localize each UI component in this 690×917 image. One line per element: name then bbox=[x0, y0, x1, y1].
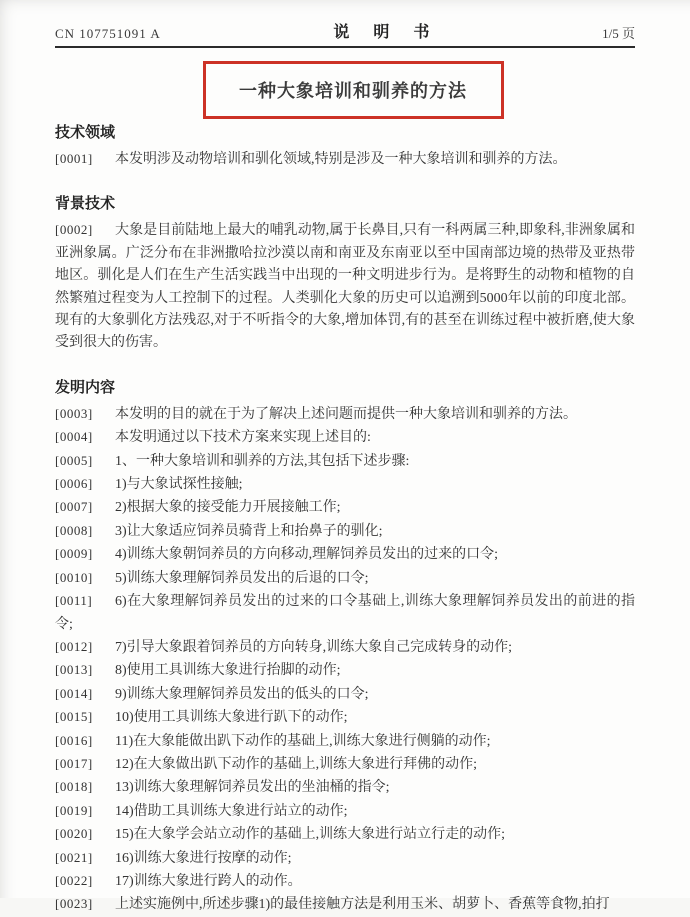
paragraph-number: [0007] bbox=[55, 499, 93, 515]
numbered-paragraph bbox=[55, 823, 635, 846]
document-number: CN 107751091 A bbox=[55, 26, 161, 41]
paragraph-number: [0002] bbox=[55, 222, 93, 238]
paragraph-text: 11)在大象能做出趴下动作的基础上,训练大象进行侧躺的动作; bbox=[115, 733, 491, 749]
numbered-paragraph bbox=[55, 753, 635, 776]
numbered-paragraph bbox=[55, 543, 635, 566]
paragraph-text: 本发明涉及动物培训和驯化领域,特别是涉及一种大象培训和驯养的方法。 bbox=[115, 152, 567, 167]
paragraph-number: [0005] bbox=[55, 452, 93, 468]
paragraph-number: [0022] bbox=[55, 872, 93, 888]
page-number: 1/5 页 bbox=[602, 26, 635, 41]
paragraph-text: 3)让大象适应饲养员骑背上和抬鼻子的驯化; bbox=[115, 523, 383, 539]
paragraph-number: [0003] bbox=[55, 405, 93, 421]
paragraph-text: 15)在大象学会站立动作的基础上,训练大象进行站立行走的动作; bbox=[115, 827, 506, 843]
paragraph-number: [0008] bbox=[55, 522, 93, 538]
paragraph-number: [0019] bbox=[55, 802, 93, 818]
paragraph-text: 17)训练大象进行跨人的动作。 bbox=[115, 873, 302, 889]
paragraph-number: [0015] bbox=[55, 709, 93, 725]
paragraph-text: 6)在大象理解饲养员发出的过来的口令基础上,训练大象理解饲养员发出的前进的指令; bbox=[55, 594, 635, 632]
paragraph-text: 8)使用工具训练大象进行抬脚的动作; bbox=[115, 663, 341, 679]
paragraph-text: 1)与大象试探性接触; bbox=[115, 477, 243, 493]
paragraph-text: 上述实施例中,所述步骤1)的最佳接触方法是利用玉米、胡萝卜、香蕉等食物,拍打 bbox=[115, 897, 610, 913]
numbered-paragraph bbox=[55, 567, 635, 590]
paragraph-text: 14)借助工具训练大象进行站立的动作; bbox=[115, 803, 348, 819]
numbered-paragraph bbox=[55, 683, 635, 706]
section-heading: 发明内容 bbox=[55, 379, 116, 396]
paragraph-text: 10)使用工具训练大象进行趴下的动作; bbox=[115, 710, 348, 726]
paragraph-text: 9)训练大象理解饲养员发出的低头的口令; bbox=[115, 686, 369, 702]
paragraph-text: 本发明通过以下技术方案来实现上述目的: bbox=[115, 430, 371, 446]
numbered-paragraph bbox=[55, 590, 635, 636]
document-type-label: 说 明 书 bbox=[333, 24, 440, 41]
invention-title: 一种大象培训和驯养的方法 bbox=[239, 81, 467, 101]
paragraph-number: [0001] bbox=[55, 151, 93, 166]
paragraph-number: [0011] bbox=[55, 593, 93, 609]
paragraph-text: 7)引导大象跟着饲养员的方向转身,训练大象自己完成转身的动作; bbox=[115, 639, 513, 655]
numbered-paragraph bbox=[55, 148, 635, 171]
document-section bbox=[55, 195, 635, 354]
paragraph-number: [0014] bbox=[55, 685, 93, 701]
paragraph-number: [0009] bbox=[55, 546, 93, 562]
paragraph-number: [0020] bbox=[55, 826, 93, 842]
paragraph-number: [0023] bbox=[55, 896, 93, 912]
title-highlight-box bbox=[203, 61, 504, 119]
paragraph-number: [0010] bbox=[55, 569, 93, 585]
numbered-paragraph bbox=[55, 847, 635, 870]
numbered-paragraph bbox=[55, 659, 635, 682]
numbered-paragraph bbox=[55, 730, 635, 753]
paragraph-number: [0016] bbox=[55, 732, 93, 748]
numbered-paragraph bbox=[55, 450, 635, 473]
title-row bbox=[55, 61, 635, 119]
paragraph-text: 12)在大象做出趴下动作的基础上,训练大象进行拜佛的动作; bbox=[115, 756, 478, 772]
paragraph-text: 2)根据大象的接受能力开展接触工作; bbox=[115, 500, 341, 516]
numbered-paragraph bbox=[55, 893, 635, 916]
paragraph-text: 5)训练大象理解饲养员发出的后退的口令; bbox=[115, 570, 369, 586]
numbered-paragraph bbox=[55, 403, 635, 426]
numbered-paragraph bbox=[55, 636, 635, 659]
document-body bbox=[55, 124, 635, 917]
paragraph-number: [0017] bbox=[55, 755, 93, 771]
numbered-paragraph bbox=[55, 706, 635, 729]
paragraph-text: 13)训练大象理解饲养员发出的坐油桶的指令; bbox=[115, 780, 390, 796]
numbered-paragraph bbox=[55, 496, 635, 519]
paragraph-number: [0004] bbox=[55, 429, 93, 445]
numbered-paragraph bbox=[55, 219, 635, 354]
section-heading: 背景技术 bbox=[55, 196, 116, 213]
paragraph-text: 4)训练大象朝饲养员的方向移动,理解饲养员发出的过来的口令; bbox=[115, 547, 499, 563]
paragraph-text: 大象是目前陆地上最大的哺乳动物,属于长鼻目,只有一科两属三种,即象科,非洲象属和亚洲象属。广泛分布在非洲撒哈拉沙漠以南和南亚及东南亚以至中国南部边境的热带及亚热带地区。驯化是人们在生产生活实践当中出现的一种文明进步行为。是将野生的动物和植物的自然繁殖过程变为人工控制下的过程。人类驯化大象的历史可以追溯到5000年以前的印度北部。现有的大象驯化方法残忍,对于不听指令的大象,增加体罚,有的甚至在训练过程中被折磨,使大象受到很大的伤害。 bbox=[55, 223, 635, 351]
paragraph-number: [0012] bbox=[55, 638, 93, 654]
paragraph-text: 1、一种大象培训和驯养的方法,其包括下述步骤: bbox=[115, 453, 410, 469]
page-header bbox=[55, 26, 635, 48]
paragraph-text: 本发明的目的就在于为了解决上述问题而提供一种大象培训和驯养的方法。 bbox=[115, 406, 577, 422]
numbered-paragraph bbox=[55, 473, 635, 496]
paragraph-number: [0006] bbox=[55, 476, 93, 492]
numbered-paragraph bbox=[55, 520, 635, 543]
document-section bbox=[55, 124, 635, 171]
numbered-paragraph bbox=[55, 800, 635, 823]
paragraph-number: [0021] bbox=[55, 849, 93, 865]
paragraph-text: 16)训练大象进行按摩的动作; bbox=[115, 850, 292, 866]
paragraph-number: [0013] bbox=[55, 662, 93, 678]
numbered-paragraph bbox=[55, 776, 635, 799]
document-section bbox=[55, 379, 635, 917]
numbered-paragraph bbox=[55, 870, 635, 893]
paragraph-number: [0018] bbox=[55, 779, 93, 795]
numbered-paragraph bbox=[55, 426, 635, 449]
section-heading: 技术领域 bbox=[55, 125, 116, 141]
